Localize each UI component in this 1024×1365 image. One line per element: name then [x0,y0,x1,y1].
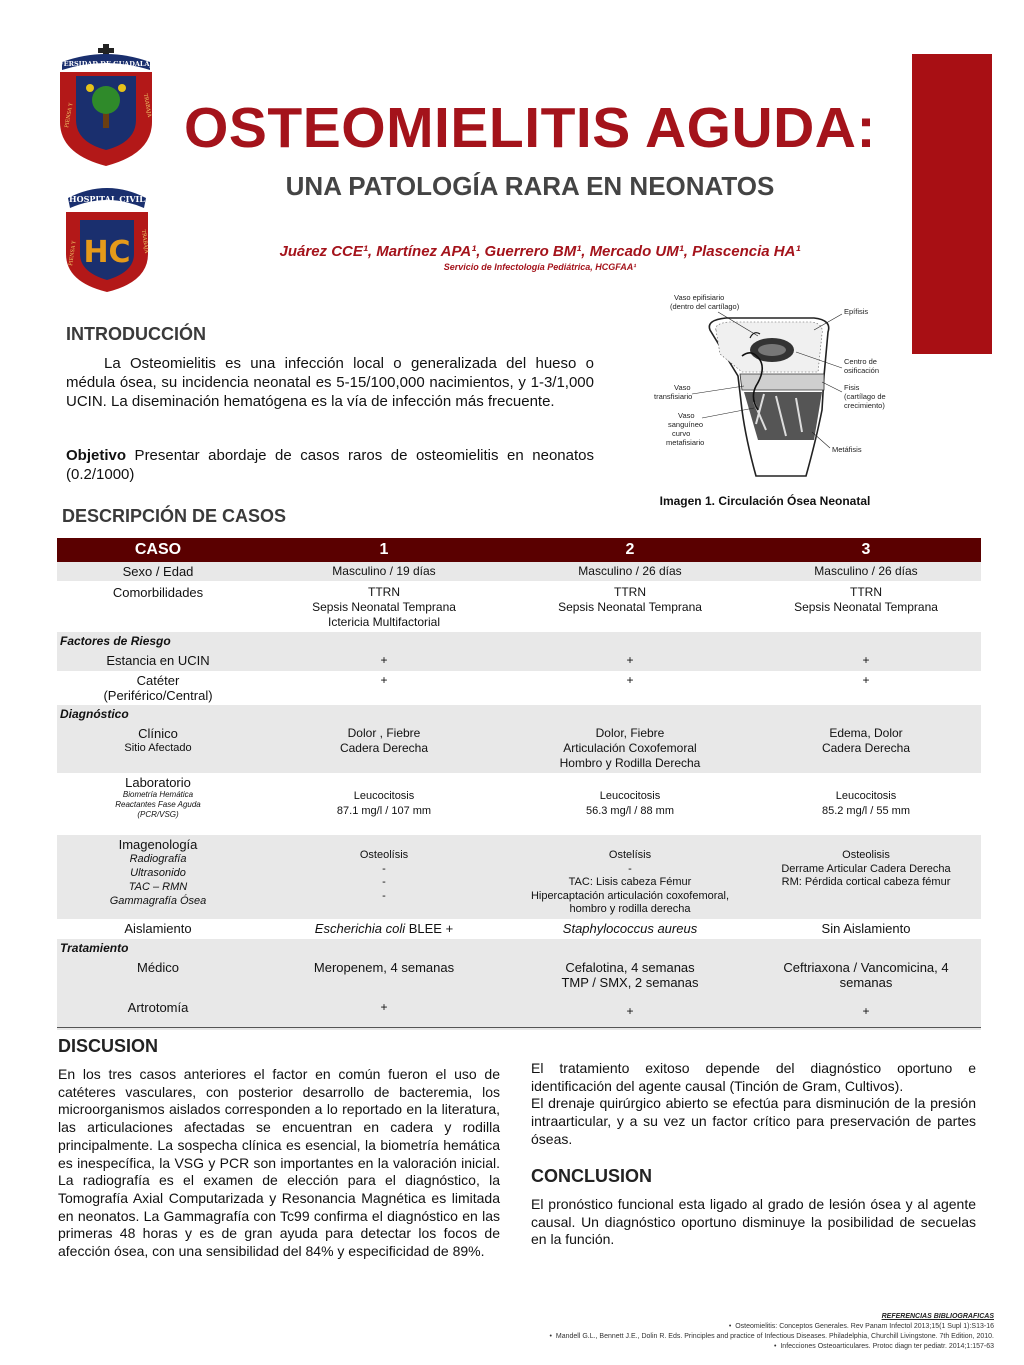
cell-line: Osteolisis [842,849,890,861]
table-cell [259,835,509,919]
label-vaso-2: Vaso [678,411,695,420]
row-sublabel: Sitio Afectado [124,742,192,754]
label-sanguineo: sanguíneo [668,420,704,429]
row-label: Comorbilidades [57,581,259,632]
row-clinico [57,724,981,773]
label-osificacion: osificación [844,366,880,375]
poster-subtitle: UNA PATOLOGÍA RARA EN NEONATOS [285,171,775,201]
objective-paragraph [66,446,594,484]
table-cell: + [751,671,981,705]
conclusion-paragraph: El pronóstico funcional esta ligado al grado de lesión ósea y al agente causal. Un diagnóstico oportuno disminuye la posibilidad de secuelas en la función. [531,1196,976,1248]
svg-text:HOSPITAL CIVIL: HOSPITAL CIVIL [69,194,145,204]
cell-line: Ceftriaxona / Vancomicina, 4 [783,959,949,975]
row-sublabel: Gammagrafía Ósea [109,895,207,907]
label-crecimiento: crecimiento) [844,401,885,410]
row-label: Médico [57,958,259,998]
row-label: Artrotomía [57,998,259,1030]
reference-item: • Osteomielitis: Conceptos Generales. Rev Panam Infectol 2013;15(1 Supl 1):S13-16 [728,1323,994,1330]
objective-text: Presentar abordaje de casos raros de osteomielitis en neonatos (0.2/1000) [66,447,594,483]
table-cell: + [751,998,981,1030]
section-label-factores: Factores de Riesgo [57,632,981,651]
cell-line: TTRN [850,585,882,599]
cell-line: TTRN [368,585,400,599]
row-label [57,773,259,835]
label-dentro-cartilago: (dentro del cartílago) [670,302,740,311]
svg-text:UNIVERSIDAD DE GUADALAJARA: UNIVERSIDAD DE GUADALAJARA [43,60,169,68]
cell-line: 87.1 mg/l / 107 mm [336,805,432,817]
table-cell [509,773,751,835]
decorative-red-bar [912,54,992,354]
section-label-tratamiento: Tratamiento [57,939,981,958]
cell-line: Cadera Derecha [821,741,911,755]
row-label-line: Laboratorio [125,775,191,790]
table-cell: Staphylococcus aureus [509,919,751,939]
row-laboratorio [57,773,981,835]
intro-paragraph: La Osteomielitis es una infección local o generalizada del hueso o médula ósea, su incidencia neonatal es 5-15/100,000 nacimientos, y 1-3/1,000 UCIN. La diseminación hematógena es la vía de infección más frecuente. [66,355,594,410]
row-cateter [57,671,981,705]
table-cell [259,919,509,939]
cell-line: - [382,862,386,875]
row-label-line: Catéter [136,673,180,688]
university-crest-logo [43,42,169,168]
reference-item: • Infecciones Osteoarticulares. Protoc diagn ter pediatr. 2014;1:157-63 [774,1343,994,1350]
table-cell: + [509,998,751,1030]
row-imagenologia [57,835,981,919]
svg-text:TRABAJA: TRABAJA [140,229,150,254]
cell-line: Meropenem, 4 semanas [313,959,455,975]
cell-line: Ictericia Multifactorial [327,615,441,629]
row-label: Sexo / Edad [57,562,259,581]
row-sublabel: Reactantes Fase Aguda [115,800,201,809]
table-cell [751,773,981,835]
row-label [57,835,259,919]
figure-caption: Imagen 1. Circulación Ósea Neonatal [659,494,871,508]
row-tratamiento [57,939,981,958]
row-label [57,671,259,705]
table-cell [751,958,981,998]
row-comorbilidades [57,581,981,632]
row-label-line: (Periférico/Central) [103,688,213,703]
cell-line: semanas [839,974,893,990]
table-cell [509,581,751,632]
cell-line: Ostelísis [608,849,652,861]
label-transfisiario: transfisiario [654,392,693,401]
cell-line: Hipercaptación articulación coxofemoral, [530,889,730,902]
row-estancia-ucin [57,651,981,671]
treatment-text-2: El drenaje quirúrgico abierto se efectúa para disminución de la presión intraarticular, y a su vez un factor crítico para preservación de partes óseas. [531,1095,976,1147]
table-cell [259,724,509,773]
section-label-diagnostico: Diagnóstico [57,705,981,724]
cell-line: TAC: Lisis cabeza Fémur [568,876,692,888]
cell-line: - [382,889,386,902]
svg-text:PIENSA Y: PIENSA Y [64,102,75,129]
cell-line: Articulación Coxofemoral [563,741,697,755]
discussion-paragraph: En los tres casos anteriores el factor en común fueron el uso de catéteres vasculares, con posterior desarrollo de bacteremia, los microorganismos aislados corresponden a lo reportado en la literatura, las articulaciones afectadas se encuentran en cadera y rodilla principalmente. La sospecha clínica es esencial, la biometría hemática es inespecífica, la VSG y PCR son importantes en la valoración inicial. La radiografía es el examen de elección para el diagnóstico, la Tomografía Axial Computarizada y Resonancia Magnética es limitada en neonatos. La Gammagrafía con Tc99 confirma el diagnóstico en las primeras 48 horas y es de gran ayuda para detectar los focos de afección ósea, con una sensibilidad del 84% y especificidad de 89%. [58,1066,500,1260]
row-artrotomia [57,998,981,1030]
organism-suffix: BLEE + [405,920,454,936]
cases-table [57,538,981,1030]
row-medico [57,958,981,998]
discussion-heading: DISCUSION [58,1036,159,1056]
row-label [57,724,259,773]
row-sublabel: Radiografía [129,853,187,865]
table-cell [751,581,981,632]
cell-line: Dolor , Fiebre [347,726,421,740]
poster-title: OSTEOMIELITIS AGUDA: [184,96,876,160]
table-cell: + [509,651,751,671]
cell-line: Leucocitosis [599,790,661,802]
label-epifisis: Epífisis [844,307,869,316]
row-label: Aislamiento [57,919,259,939]
cell-line: Leucocitosis [835,790,897,802]
col-header-caso: CASO [57,538,259,562]
authors: Juárez CCE¹, Martínez APA¹, Guerrero BM¹, Mercado UM¹, Plascencia HA¹ [279,243,801,260]
svg-text:PIENSA Y: PIENSA Y [68,240,78,267]
table-cell: Sin Aislamiento [751,919,981,939]
conclusion-heading: CONCLUSION [531,1166,652,1186]
svg-text:HC: HC [83,235,131,270]
table-cell: + [509,671,751,705]
bone-circulation-figure [646,290,894,486]
row-aislamiento [57,919,981,939]
table-cell: + [259,671,509,705]
reference-item: • Mandell G.L., Bennett J.E., Dolin R. Eds. Principles and practice of Infectious Diseases. Philadelphia, Churchill Livingstone. 7th Edition, 2010. [549,1333,994,1340]
cases-heading: DESCRIPCIÓN DE CASOS [62,506,287,526]
cell-line: Sepsis Neonatal Temprana [794,600,938,614]
row-label: Estancia en UCIN [57,651,259,671]
svg-text:TRABAJA: TRABAJA [142,93,153,118]
label-metafisiario: metafisiario [666,438,705,447]
cell-line: Edema, Dolor [829,726,903,740]
label-centro: Centro de [844,357,877,366]
label-vaso-1: Vaso [674,383,691,392]
row-sexo-edad [57,562,981,581]
row-factores-riesgo [57,632,981,651]
table-cell [259,958,509,998]
label-cartilago-de: (cartílago de [844,392,886,401]
table-cell: + [751,651,981,671]
objective-label: Objetivo [66,447,127,464]
row-diagnostico [57,705,981,724]
cell-line: - [628,862,632,875]
table-cell [751,724,981,773]
row-sublabel: TAC – RMN [128,881,188,893]
table-cell [751,835,981,919]
row-label-line: Clínico [138,726,178,741]
cell-line: Leucocitosis [353,790,415,802]
cell-line: Cefalotina, 4 semanas [565,959,695,975]
cell-line: - [382,876,386,888]
cell-line: RM: Pérdida cortical cabeza fémur [781,876,951,888]
table-cell [259,581,509,632]
table-cell [259,773,509,835]
table-cell: Masculino / 19 días [259,562,509,581]
table-cell [509,835,751,919]
affiliation: Servicio de Infectología Pediátrica, HCGFAA¹ [443,262,637,272]
cell-line: 85.2 mg/l / 55 mm [821,805,911,817]
cell-line: Derrame Articular Cadera Derecha [781,862,951,875]
table-cell [509,724,751,773]
organism-name: Escherichia coli [314,920,406,936]
row-sublabel: (PCR/VSG) [137,810,179,819]
table-cell: + [259,651,509,671]
row-label-line: Imagenología [118,837,198,852]
intro-heading: INTRODUCCIÓN [66,324,206,344]
col-header-3: 3 [751,538,981,562]
cell-line: Osteolísis [359,849,409,861]
label-curvo: curvo [672,429,691,438]
row-sublabel: Biometría Hemática [122,790,194,799]
label-metafisis: Metáfisis [832,445,862,454]
hospital-civil-crest-logo [58,174,156,294]
cell-line: Dolor, Fiebre [595,726,665,740]
treatment-text-1: El tratamiento exitoso depende del diagnóstico oportuno e identificación del agente causal (Tinción de Gram, Cultivos). [531,1060,976,1094]
cell-line: TTRN [614,585,646,599]
cell-line: 56.3 mg/l / 88 mm [585,805,675,817]
cell-line: Sepsis Neonatal Temprana [558,600,702,614]
table-header-row [57,538,981,562]
treatment-paragraph [531,1060,976,1149]
table-cell: Masculino / 26 días [751,562,981,581]
col-header-1: 1 [259,538,509,562]
cell-line: Sepsis Neonatal Temprana [312,600,456,614]
label-vaso-epifisiario: Vaso epifisiario [674,293,725,302]
references-heading: REFERENCIAS BIBLIOGRAFICAS [881,1313,994,1320]
cell-line: hombro y rodilla derecha [569,903,691,915]
references-list [360,1322,994,1352]
table-bottom-rule [57,1027,981,1028]
col-header-2: 2 [509,538,751,562]
table-cell [509,958,751,998]
table-cell: Masculino / 26 días [509,562,751,581]
row-sublabel: Ultrasonido [130,867,186,879]
cell-line: Hombro y Rodilla Derecha [559,756,701,770]
label-fisis: Fisis [844,383,860,392]
table-cell: + [259,998,509,1030]
cell-line: Cadera Derecha [339,741,429,755]
cell-line: TMP / SMX, 2 semanas [561,974,699,990]
